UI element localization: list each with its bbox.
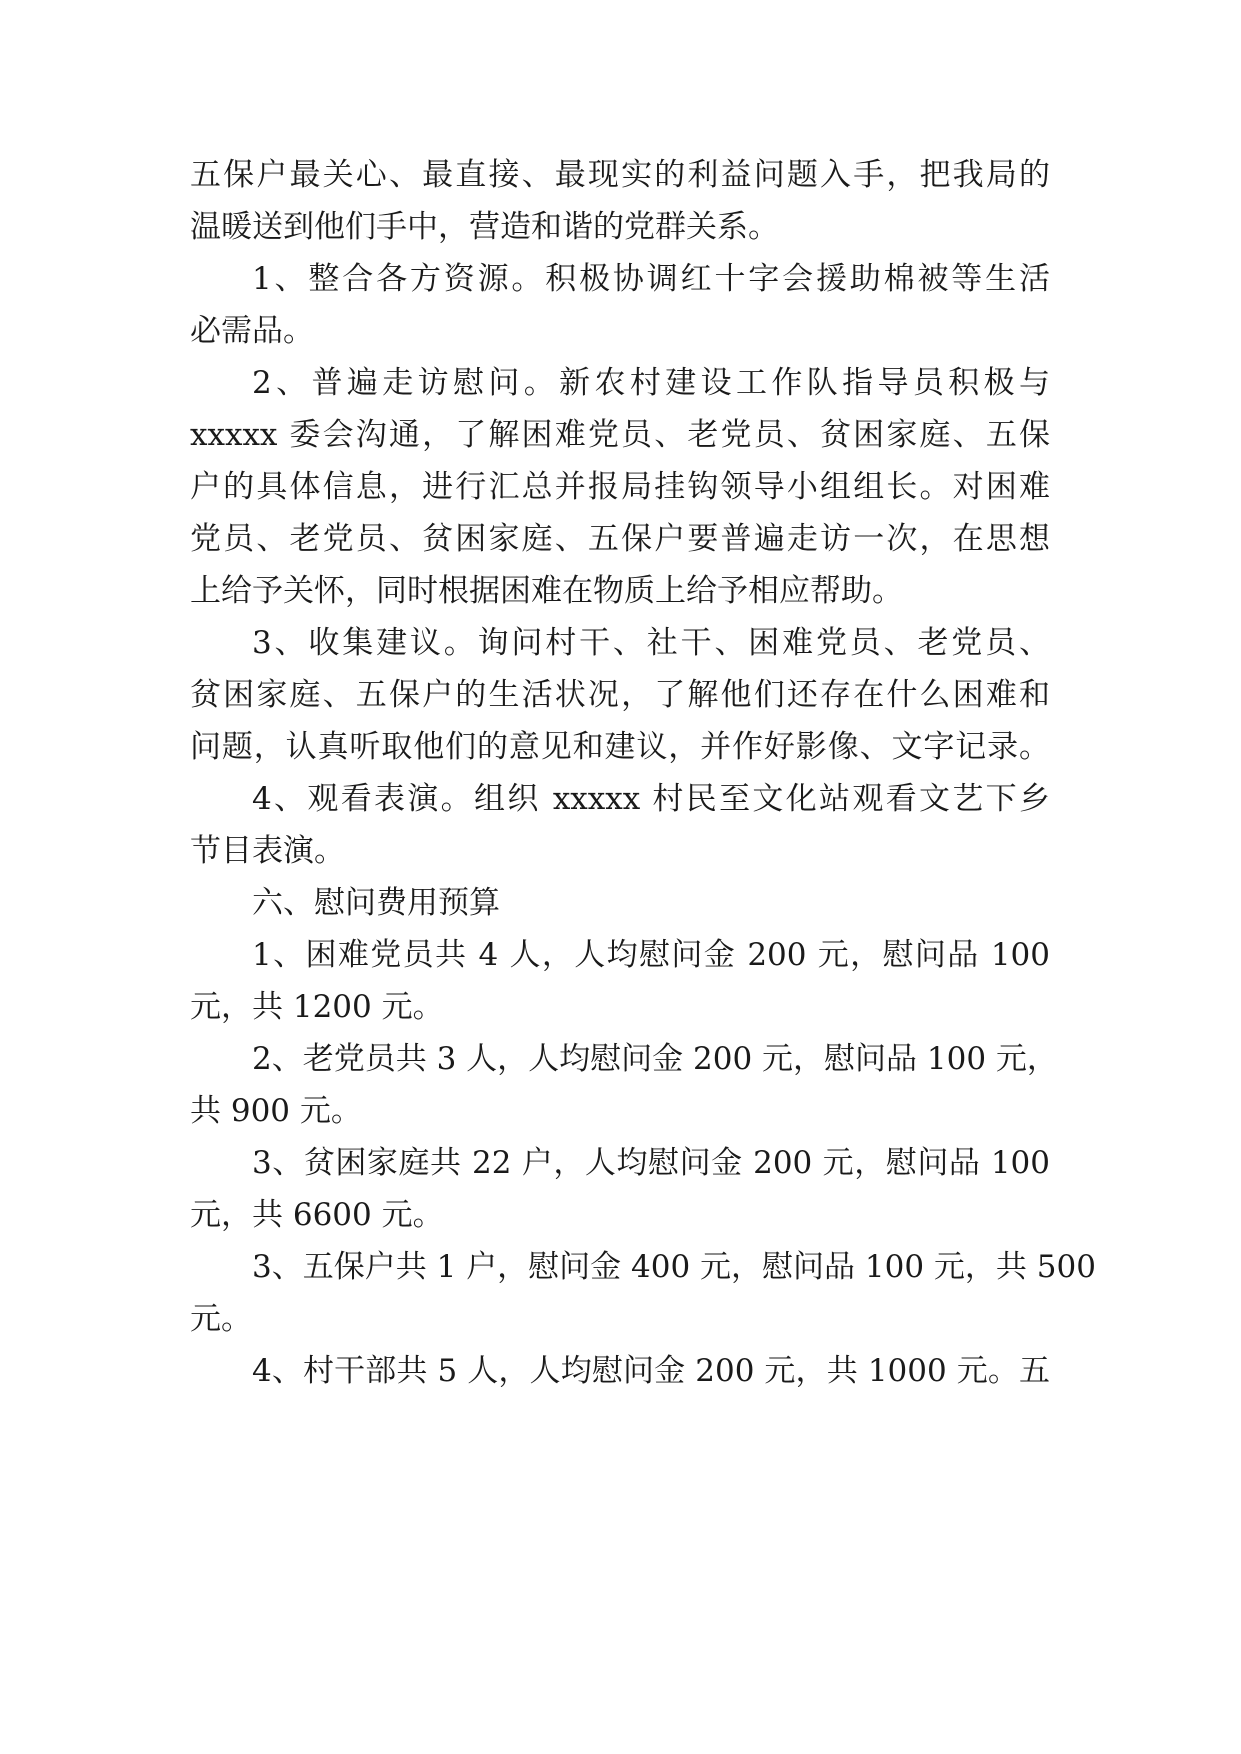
text-line: 共 900 元。 [190, 1093, 362, 1129]
text-line: 必需品。 [190, 313, 314, 349]
text-line: 户的具体信息，进行汇总并报局挂钩领导小组组长。对困难 [190, 469, 1050, 505]
text-line: 问题，认真听取他们的意见和建议，并作好影像、文字记录。 [190, 729, 1050, 765]
text-line: 上给予关怀，同时根据困难在物质上给予相应帮助。 [190, 573, 903, 609]
text-line: 五保户最关心、最直接、最现实的利益问题入手，把我局的 [190, 157, 1050, 193]
text-line: 3、贫困家庭共 22 户，人均慰问金 200 元，慰问品 100 [252, 1145, 1050, 1181]
text-line: 贫困家庭、五保户的生活状况，了解他们还存在什么困难和 [190, 677, 1050, 713]
text-line: 温暖送到他们手中，营造和谐的党群关系。 [190, 209, 779, 245]
text-line: 3、收集建议。询问村干、社干、困难党员、老党员、 [252, 625, 1050, 661]
text-line: 4、观看表演。组织 xxxxx 村民至文化站观看文艺下乡 [252, 781, 1050, 817]
text-line: 元，共 6600 元。 [190, 1197, 444, 1233]
text-line: 节目表演。 [190, 833, 345, 869]
text-line: 1、困难党员共 4 人，人均慰问金 200 元，慰问品 100 [252, 937, 1050, 973]
section-heading: 六、慰问费用预算 [252, 885, 500, 921]
text-line: 元。 [190, 1301, 252, 1337]
text-line: 党员、老党员、贫困家庭、五保户要普遍走访一次，在思想 [190, 521, 1050, 557]
text-line: 3、五保户共 1 户，慰问金 400 元，慰问品 100 元，共 500 [252, 1249, 1096, 1285]
text-line: 元，共 1200 元。 [190, 989, 444, 1025]
text-line: 4、村干部共 5 人，人均慰问金 200 元，共 1000 元。五 [252, 1353, 1050, 1389]
text-line: 1、整合各方资源。积极协调红十字会援助棉被等生活 [252, 261, 1050, 297]
text-line: xxxxx 委会沟通，了解困难党员、老党员、贫困家庭、五保 [190, 417, 1050, 453]
text-line: 2、老党员共 3 人，人均慰问金 200 元，慰问品 100 元， [252, 1041, 1058, 1077]
text-line: 2、普遍走访慰问。新农村建设工作队指导员积极与 [252, 365, 1050, 401]
